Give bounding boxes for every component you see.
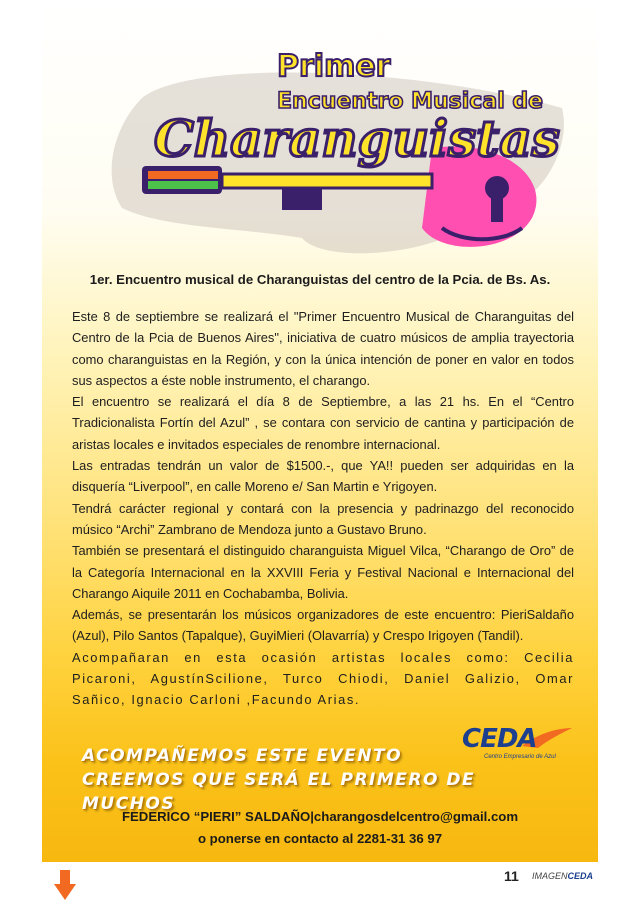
ceda-logo-tagline: Centro Empresario de Azul [484, 754, 556, 760]
poster-page [42, 0, 598, 862]
contact-line2: o ponerse en contacto al 2281-31 36 97 [197, 831, 443, 846]
page-footer [488, 868, 598, 888]
paragraph-venue: El encuentro se realizará el día 8 de Septiembre, a las 21 hs. En el “Centro Tradicionalista Fortín del Azul” , se contara con servicio de cantina y participación de aristas locales e invitados especiales de renombre internacional. [72, 394, 574, 452]
logo-line2: Encuentro Musical de [277, 89, 544, 114]
contact-block [82, 806, 558, 850]
logo-line1: Primer [277, 49, 391, 84]
slogan-line2: CREEMOS QUE SERÁ EL PRIMERO DE MUCHOS [82, 770, 476, 814]
page-number: 11 [504, 868, 519, 884]
event-subtitle: 1er. Encuentro musical de Charanguistas del centro de la Pcia. de Bs. As. [89, 272, 551, 287]
logo-line3: Charanguistas [154, 109, 560, 168]
paragraph-guest: También se presentará el distinguido charanguista Miguel Vilca, “Charango de Oro” de la Categoría Internacional en la XXVIII Feria y Festival Nacional e Internacional del Charango Aiquile 2011 en Cochabamba, Bolivia. [72, 543, 574, 601]
footer-brand-prefix: IMAGEN [532, 871, 568, 881]
article-body [72, 306, 574, 711]
charango-key-illustration [102, 28, 572, 268]
paragraph-tickets: Las entradas tendrán un valor de $1500.-, que YA!! pueden ser adquiridas en la disquería “Liverpool”, en calle Moreno e/ San Martin e Yrigoyen. [72, 458, 574, 495]
down-arrow-icon[interactable] [54, 870, 76, 900]
ceda-logo-word: CEDA [462, 724, 537, 754]
paragraph-organizers: Además, se presentarán los músicos organizadores de este encuentro: PieriSaldaño (Azul), Pilo Santos (Tapalque), GuyiMieri (Olavarría) y Crespo Irigoyen (Tandil). [72, 607, 574, 644]
contact-line1: FEDERICO “PIERI” SALDAÑO|charangosdelcentro@gmail.com [121, 809, 519, 824]
paragraph-intro: Este 8 de septiembre se realizará el "Primer Encuentro Musical de Charanguitas del Centro de la Pcia de Buenos Aires", iniciativa de cuatro músicos de amplia trayectoria como charanguistas en la Región, y con la única intención de poner en valor en todos sus aspectos a éste noble instrumento, el charango. [72, 309, 574, 388]
slogan-line1: ACOMPAÑEMOS ESTE EVENTO [82, 746, 403, 766]
paragraph-local-artists: Acompañaran en esta ocasión artistas locales como: Cecilia Picaroni, AgustínScilione, Turco Chiodi, Daniel Galizio, Omar Sañico, Ignacio Carloni ,Facundo Arias. [72, 649, 574, 708]
paragraph-regional: Tendrá carácter regional y contará con la presencia y padrinazgo del reconocido músico “Archi” Zambrano de Mendoza junto a Gustavo Bruno. [72, 500, 574, 537]
footer-brand [532, 871, 593, 881]
footer-brand-suffix: CEDA [567, 871, 594, 881]
